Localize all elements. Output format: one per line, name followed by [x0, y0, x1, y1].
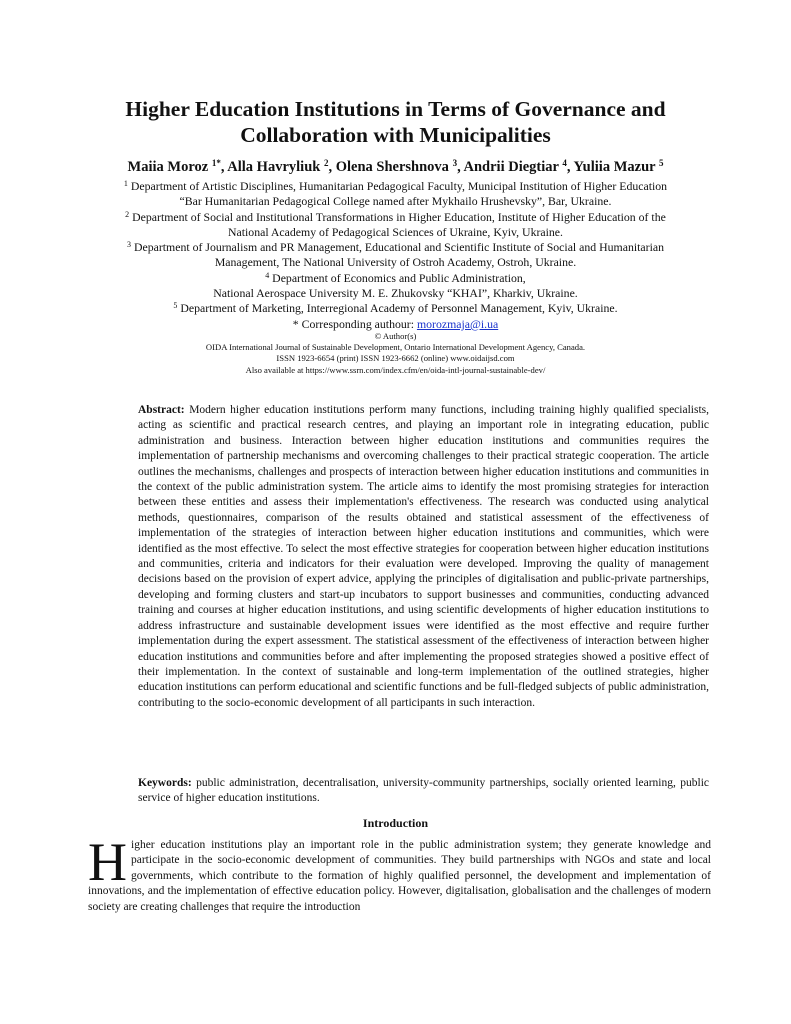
keywords-text: public administration, decentralisation, university-community partnerships, socially oriented learning, public service of higher education institutions.	[138, 777, 709, 805]
corresponding-author: * Corresponding authour: morozmaja@i.ua	[292, 316, 499, 331]
journal-line: OIDA International Journal of Sustainable Development, Ontario International Development Agency, Canada.	[205, 342, 586, 353]
abstract-label: Abstract:	[138, 404, 185, 416]
introduction-paragraph	[88, 832, 711, 915]
abstract-text: Modern higher education institutions perform many functions, including training highly qualified specialists, acting as scientific and practical research centres, and playing an important role in integrating education, public administration and business. Interaction between higher education institutions and communities requires the implementation of partnership mechanisms and overcoming challenges to their practical strategic cooperation. The article outlines the mechanisms, challenges and prospects of interaction between higher education institutions and communities in the context of the public administration system. The article aims to identify the most promising strategies for interaction between these entities and assess their implementation's effectiveness. The research was conducted using analytical methods, questionnaires, comparison of the results obtained and statistical assessment of the effectiveness of implementation of the strategies of interaction between higher education institutions and communities, which were identified as the most effective. To select the most effective strategies for cooperation between higher education institutions and communities, criteria and indicators for their evaluation were developed. Improving the quality of management decisions based on the provision of expert advice, applying the principles of digitalisation and public-private partnerships, developing and forming clusters and start-up incubators to support businesses and communities, conducting advanced training and courses at higher education institutions, and using scientific developments of higher education institutions to address infrastructure and sustainable development issues were identified as the most effective and require further implementation during the expert assessment. The statistical assessment of the effectiveness of interaction between higher education institutions and communities before and after implementing the proposed strategies showed a positive effect of their implementation. In the context of sustainable and long-term implementation of the outlined strategies, higher education institutions can perform educational and scientific functions and be full-fledged subjects of public administration, contributing to the socio-economic development of all participants in such interaction.	[138, 404, 709, 709]
author: Andrii Diegtiar $^4$,	[463, 158, 574, 175]
author-list	[40, 158, 751, 176]
issn-line: ISSN 1923-6654 (print) ISSN 1923-6662 (online) www.oidaijsd.com	[276, 353, 515, 364]
author: Alla Havryliuk $^2$,	[227, 158, 336, 175]
drop-cap: H	[88, 832, 127, 892]
title-line-2: Collaboration with Municipalities	[240, 123, 551, 147]
section-heading: Introduction	[362, 816, 429, 830]
affiliation: $^4$ Department of Economics and Public Administration, National Aerospace University M. E. Zhukovsky “KHAI”, Kharkiv, Ukraine.	[213, 270, 578, 301]
title-line-1: Higher Education Institutions in Terms of Governance and	[125, 97, 666, 121]
journal-meta	[80, 331, 711, 376]
author: Maiia Moroz $^{1*}$,	[127, 158, 228, 175]
keywords	[138, 776, 709, 807]
availability-line: Also available at https://www.ssrn.com/index.cfm/en/oida-intl-journal-sustainable-dev/	[245, 364, 546, 375]
introduction-text: igher education institutions play an important role in the public administration system; they generate knowledge and participate in the socio-economic development of communities. They build partnerships with NGOs and state and local governments, which contribute to the formation of highly qualified personnel, the development and implementation of innovations, and the implementation of effective education policy. However, digitalisation, globalisation and the challenges of modern society are creating challenges that require the introduction	[88, 839, 711, 913]
affiliation: $^3$ Department of Journalism and PR Management, Educational and Scientific Institute of Social and Humanitarian Management, The National University of Ostroh Academy, Ostroh, Ukraine.	[126, 240, 665, 270]
paper-title	[60, 96, 731, 148]
corresponding-email-link[interactable]: morozmaja@i.ua	[416, 316, 499, 331]
author: Olena Shershnova $^3$,	[335, 158, 464, 175]
affiliation-block	[50, 179, 741, 332]
keywords-label: Keywords:	[138, 777, 192, 789]
affiliation: $^5$ Department of Marketing, Interregional Academy of Personnel Management, Kyiv, Ukraine.	[173, 301, 618, 316]
affiliation: $^2$ Department of Social and Institutional Transformations in Higher Education, Institute of Higher Education of the National Academy of Pedagogical Sciences of Ukraine, Kyiv, Ukraine.	[125, 209, 666, 239]
abstract	[138, 403, 709, 711]
author: Yuliia Mazur $^5$	[573, 158, 664, 175]
copyright-line: © Author(s)	[374, 331, 417, 341]
affiliation: $^1$ Department of Artistic Disciplines, Humanitarian Pedagogical Faculty, Municipal Institution of Higher Education “Bar Humanitarian Pedagogical College named after Mykhailo Hrushevsky”, Bar, Ukraine.	[123, 179, 668, 209]
